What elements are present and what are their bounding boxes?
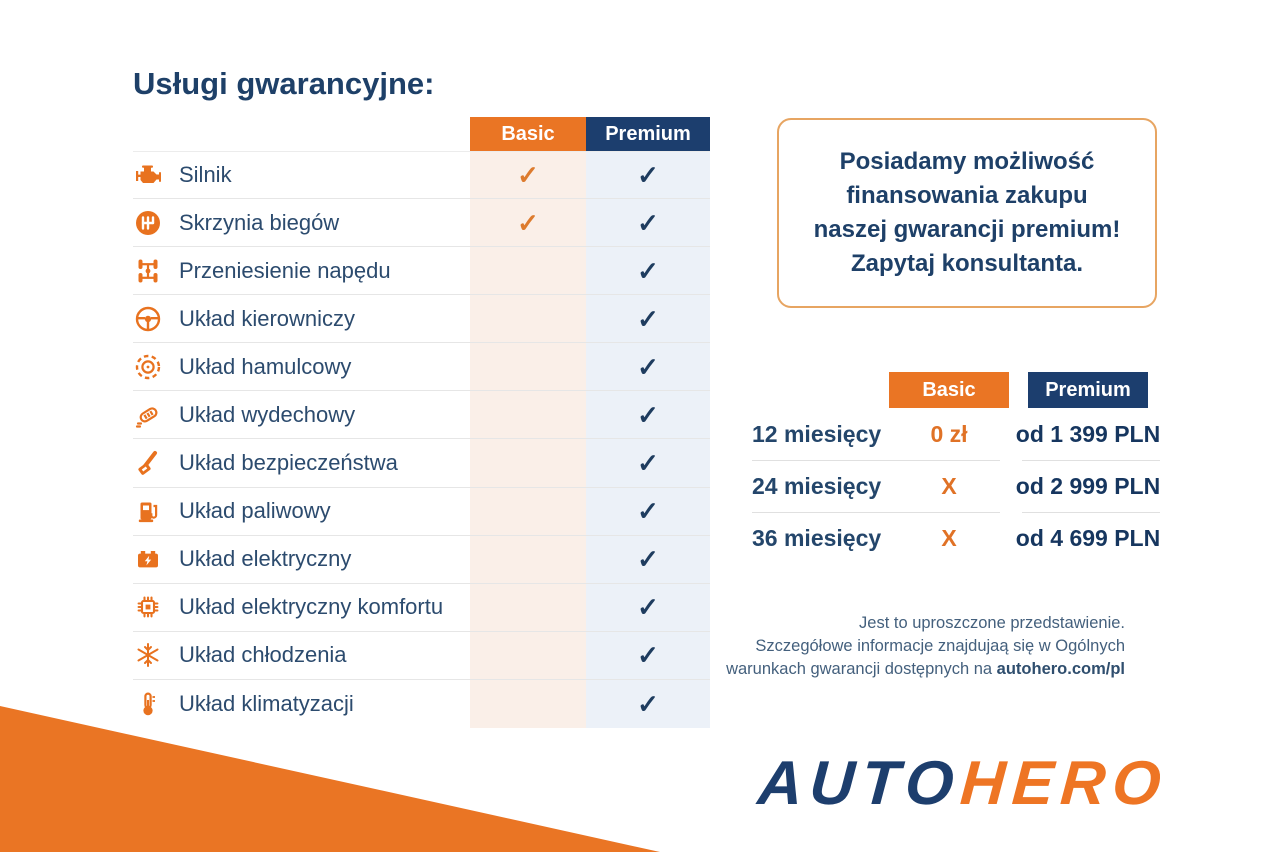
drivetrain-icon [133,256,163,286]
pricing-basic-header: Basic [889,372,1009,408]
basic-column-header: Basic [470,117,586,151]
promo-text-line: Posiadamy możliwość [839,148,1095,175]
duration-label: 12 miesięcy [752,421,882,447]
premium-checkmark: ✓ [637,351,659,382]
feature-label: Układ hamulcowy [179,353,352,379]
duration-label: 24 miesięcy [752,473,882,499]
logo-auto-part: AUTO [755,749,963,818]
autohero-logo [756,748,1171,819]
feature-rows [133,151,710,728]
premium-checkmark: ✓ [637,255,659,286]
page-title: Usługi gwarancyjne: [133,66,435,101]
basic-price: 0 zł [930,421,968,447]
gearbox-icon [133,208,163,238]
feature-label: Układ elektryczny [179,546,352,572]
premium-checkmark: ✓ [637,448,659,478]
disclaimer-line: Jest to uproszczone przedstawienie. [859,614,1125,632]
basic-checkmark: ✓ [517,160,539,191]
duration-label: 36 miesięcy [752,525,882,551]
disclaimer-line: Szczegółowe informacje znajdujaą się w Ogólnych [755,637,1125,655]
disclaimer-line-prefix: warunkach gwarancji dostępnych na [726,660,997,678]
engine-icon [133,160,163,190]
premium-checkmark: ✓ [637,303,659,334]
basic-price: X [941,473,957,499]
premium-price: od 1 399 PLN [1015,421,1161,447]
thermometer-icon [133,689,163,719]
disclaimer-line [690,658,1125,681]
promo-text-line: Zapytaj konsultanta. [850,250,1084,277]
feature-label: Układ klimatyzacji [179,690,354,716]
premium-checkmark: ✓ [637,399,659,430]
feature-label: Silnik [179,162,232,188]
basic-price: X [941,525,957,551]
table-row [133,439,710,487]
feature-label: Przeniesienie napędu [179,257,391,283]
feature-label: Układ bezpieczeństwa [179,450,398,475]
snowflake-icon [133,640,163,670]
battery-icon [133,544,163,574]
premium-checkmark: ✓ [637,544,659,575]
table-row [133,536,710,584]
table-row [133,488,710,536]
feature-label: Układ elektryczny komfortu [179,594,444,620]
pricing-row [745,512,1165,564]
table-row [133,343,710,391]
premium-checkmark: ✓ [637,688,659,719]
pricing-row [745,460,1165,512]
table-row [133,199,710,247]
table-row [133,295,710,343]
logo-hero-part: HERO [958,749,1171,818]
pricing-premium-header: Premium [1028,372,1148,408]
table-row [133,584,710,632]
premium-checkmark: ✓ [637,160,659,191]
premium-checkmark: ✓ [637,592,659,623]
feature-label: Układ kierowniczy [179,305,356,331]
exhaust-icon [133,400,163,430]
brake-disc-icon [133,352,163,382]
feature-label: Układ chłodzenia [179,642,347,668]
disclaimer-text [690,612,1125,681]
chip-icon [133,592,163,622]
table-row [133,151,710,199]
seatbelt-icon [133,448,163,478]
feature-label: Układ wydechowy [179,401,356,427]
financing-promo-box [777,118,1157,308]
premium-column-header: Premium [586,117,710,151]
premium-checkmark: ✓ [637,496,659,527]
promo-text-line: finansowania zakupu [846,182,1088,209]
premium-checkmark: ✓ [637,207,659,238]
basic-checkmark: ✓ [517,207,539,238]
premium-checkmark: ✓ [637,640,659,671]
steering-wheel-icon [133,304,163,334]
table-row [133,632,710,680]
pricing-row [745,408,1165,460]
table-row [133,247,710,295]
feature-label: Skrzynia biegów [179,209,340,235]
table-row [133,680,710,728]
autohero-url: autohero.com/pl [996,660,1125,678]
premium-price: od 2 999 PLN [1015,473,1161,499]
promo-text-line: naszej gwarancji premium! [813,216,1121,243]
premium-price: od 4 699 PLN [1015,525,1161,551]
table-row [133,391,710,439]
fuel-pump-icon [133,496,163,526]
feature-label: Układ paliwowy [179,498,331,524]
